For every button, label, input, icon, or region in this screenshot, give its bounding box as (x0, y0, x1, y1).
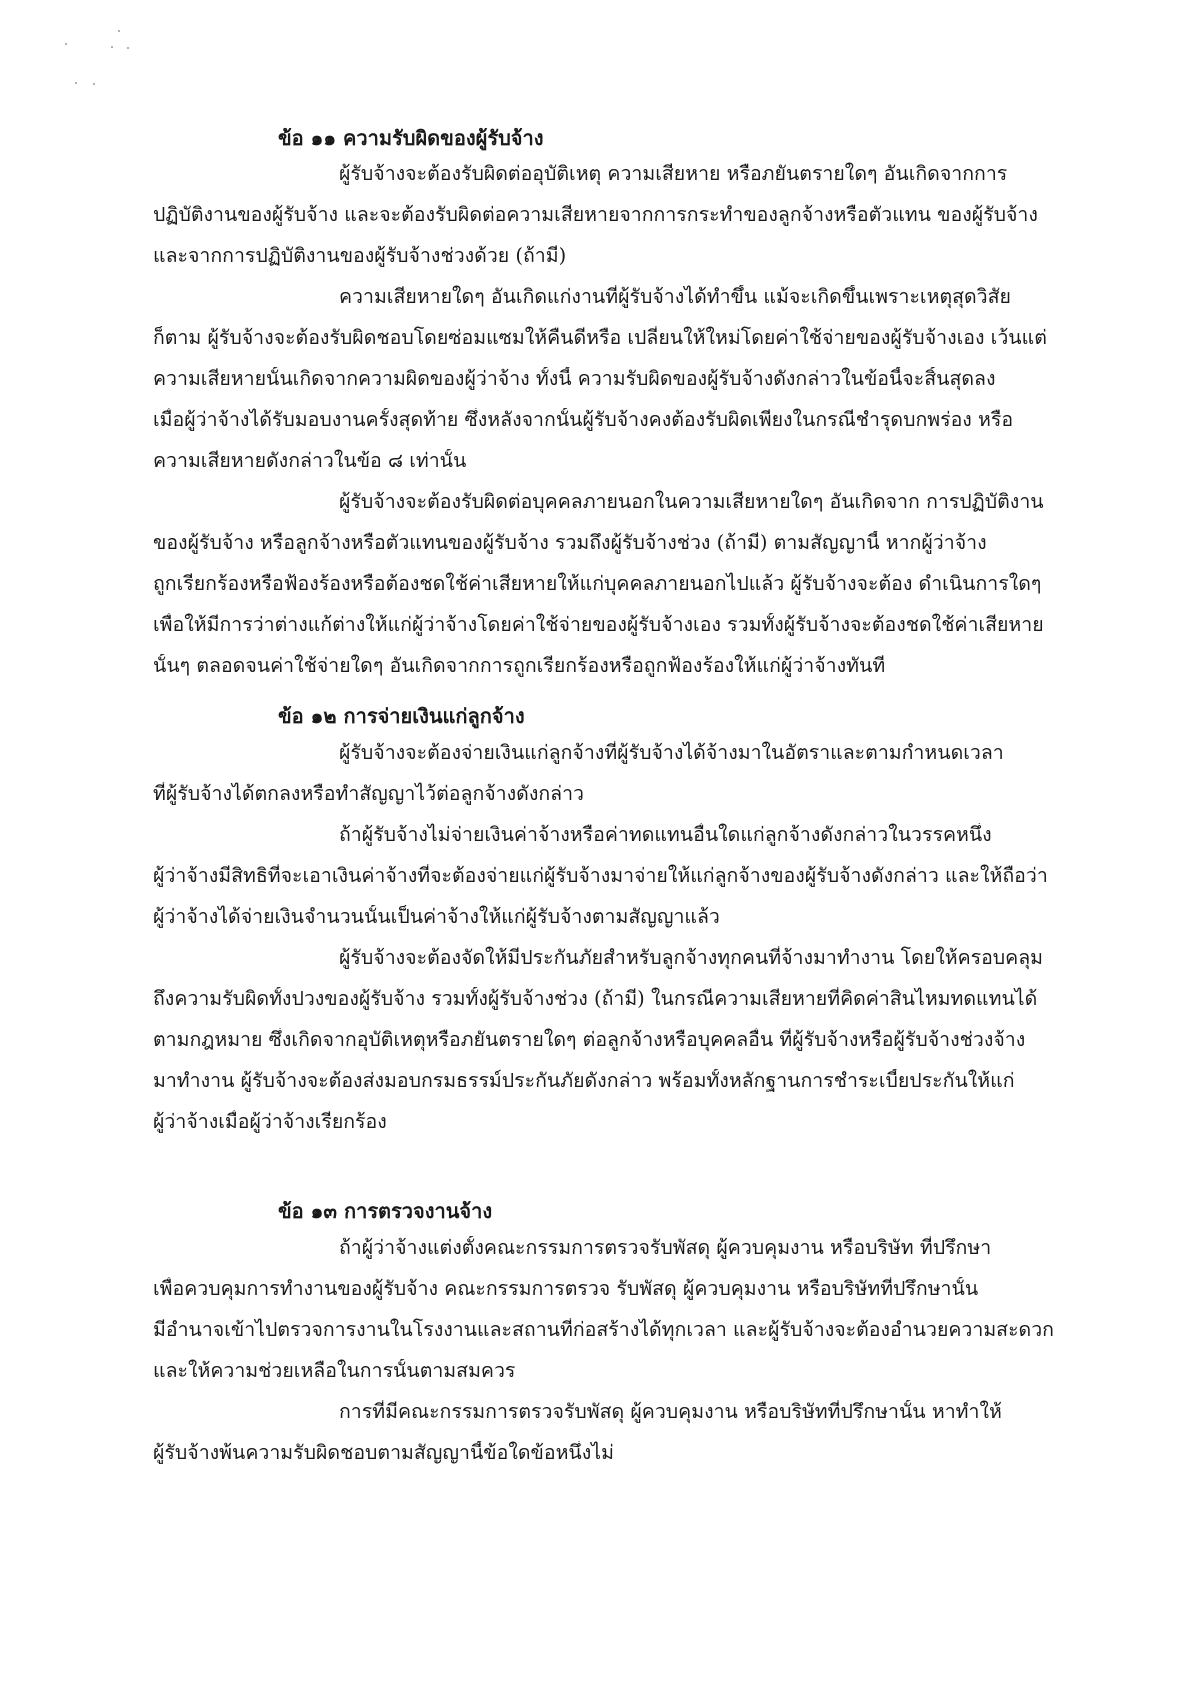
section-heading-13: ข้อ ๑๓ การตรวจงานจ้าง (278, 1199, 493, 1223)
paragraph-line: ผู้รับจ้างจะต้องรับผิดต่ออุบัติเหตุ ความเสียหาย หรือภยันตรายใดๆ อันเกิดจากการ (339, 162, 1008, 185)
paragraph-line: เพื่อให้มีการว่าต่างแก้ต่างให้แก่ผู้ว่าจ้างโดยค่าใช้จ่ายของผู้รับจ้างเอง รวมทั้งผู้รับจ้างจะต้องชดใช้ค่าเสียหาย (153, 613, 1044, 636)
paragraph-line: มาทำงาน ผู้รับจ้างจะต้องส่งมอบกรมธรรม์ประกันภัยดังกล่าว พร้อมทั้งหลักฐานการชำระเบี้ยประกันให้แก่ (153, 1069, 1015, 1092)
paragraph-line: ความเสียหายดังกล่าวในข้อ ๘ เท่านั้น (153, 449, 467, 472)
paragraph-line: ถ้าผู้รับจ้างไม่จ่ายเงินค่าจ้างหรือค่าทดแทนอื่นใดแก่ลูกจ้างดังกล่าวในวรรคหนึ่ง (339, 823, 992, 846)
paragraph (153, 1400, 1057, 1482)
paragraph-line: ผู้รับจ้างจะต้องรับผิดต่อบุคคลภายนอกในความเสียหายใดๆ อันเกิดจาก การปฏิบัติงาน (339, 490, 1044, 513)
paragraph (153, 285, 1057, 490)
paragraph-line: และให้ความช่วยเหลือในการนั้นตามสมควร (153, 1359, 516, 1382)
paragraph-line: ที่ผู้รับจ้างได้ตกลงหรือทำสัญญาไว้ต่อลูกจ้างดังกล่าว (153, 782, 584, 805)
paragraph-line: ผู้รับจ้างจะต้องจ่ายเงินแก่ลูกจ้างที่ผู้รับจ้างได้จ้างมาในอัตราและตามกำหนดเวลา (339, 741, 1004, 764)
paragraph (153, 946, 1057, 1151)
paragraph-line: ความเสียหายใดๆ อันเกิดแก่งานที่ผู้รับจ้างได้ทำขึ้น แม้จะเกิดขึ้นเพราะเหตุสุดวิสัย (339, 285, 1011, 308)
paragraph (153, 162, 1057, 285)
paragraph-line: การที่มีคณะกรรมการตรวจรับพัสดุ ผู้ควบคุมงาน หรือบริษัทที่ปรึกษานั้น หาทำให้ (339, 1400, 1002, 1423)
paragraph-line: ผู้รับจ้างจะต้องจัดให้มีประกันภัยสำหรับลูกจ้างทุกคนที่จ้างมาทำงาน โดยให้ครอบคลุม (339, 946, 1044, 969)
paragraph-line: และจากการปฏิบัติงานของผู้รับจ้างช่วงด้วย (ถ้ามี) (153, 244, 567, 267)
section-heading-11: ข้อ ๑๑ ความรับผิดของผู้รับจ้าง (278, 126, 544, 150)
paragraph-line: เพื่อควบคุมการทำงานของผู้รับจ้าง คณะกรรมการตรวจ รับพัสดุ ผู้ควบคุมงาน หรือบริษัทที่ปรึกษานั้น (153, 1277, 979, 1300)
paragraph-line: ผู้ว่าจ้างได้จ่ายเงินจำนวนนั้นเป็นค่าจ้างให้แก่ผู้รับจ้างตามสัญญาแล้ว (153, 905, 720, 928)
paragraph-line: ผู้ว่าจ้างเมื่อผู้ว่าจ้างเรียกร้อง (153, 1110, 387, 1133)
paragraph-line: ผู้ว่าจ้างมีสิทธิที่จะเอาเงินค่าจ้างที่จะต้องจ่ายแก่ผู้รับจ้างมาจ่ายให้แก่ลูกจ้างของผู้รับจ้างดังกล่าว และให้ถือว่า (153, 864, 1048, 887)
section-heading-12: ข้อ ๑๒ การจ่ายเงินแก่ลูกจ้าง (278, 704, 525, 728)
paragraph (153, 490, 1057, 695)
paragraph (153, 823, 1057, 946)
paragraph-line: ตามกฎหมาย ซึ่งเกิดจากอุบัติเหตุหรือภยันตรายใดๆ ต่อลูกจ้างหรือบุคคลอื่น ที่ผู้รับจ้างหรือผู้รับจ้างช่วงจ้าง (153, 1028, 1026, 1051)
paragraph-line: ปฏิบัติงานของผู้รับจ้าง และจะต้องรับผิดต่อความเสียหายจากการกระทำของลูกจ้างหรือตัวแทน ของผู้รับจ้าง (153, 203, 1038, 226)
paragraph-line: ผู้รับจ้างพ้นความรับผิดชอบตามสัญญานี้ข้อใดข้อหนึ่งไม่ (153, 1441, 614, 1464)
paragraph-line: ถึงความรับผิดทั้งปวงของผู้รับจ้าง รวมทั้งผู้รับจ้างช่วง (ถ้ามี) ในกรณีความเสียหายที่คิดค่าสินไหมทดแทนได้ (153, 987, 1038, 1010)
paragraph (153, 1236, 1057, 1400)
paragraph-line: ก็ตาม ผู้รับจ้างจะต้องรับผิดชอบโดยซ่อมแซมให้คืนดีหรือ เปลี่ยนให้ใหม่โดยค่าใช้จ่ายของผู้รับจ้างเอง เว้นแต่ (153, 326, 1047, 349)
paragraph-line: ความเสียหายนั้นเกิดจากความผิดของผู้ว่าจ้าง ทั้งนี้ ความรับผิดของผู้รับจ้างดังกล่าวในข้อนี้จะสิ้นสุดลง (153, 367, 996, 390)
paragraph (153, 741, 1057, 823)
paragraph-line: นั้นๆ ตลอดจนค่าใช้จ่ายใดๆ อันเกิดจากการถูกเรียกร้องหรือถูกฟ้องร้องให้แก่ผู้ว่าจ้างทันที (153, 654, 886, 677)
paragraph-line: ถ้าผู้ว่าจ้างแต่งตั้งคณะกรรมการตรวจรับพัสดุ ผู้ควบคุมงาน หรือบริษัท ที่ปรึกษา (339, 1236, 992, 1259)
paragraph-line: ถูกเรียกร้องหรือฟ้องร้องหรือต้องชดใช้ค่าเสียหายให้แก่บุคคลภายนอกไปแล้ว ผู้รับจ้างจะต้อง ดำเนินการใดๆ (153, 572, 1042, 595)
paragraph-line: มีอำนาจเข้าไปตรวจการงานในโรงงานและสถานที่ก่อสร้างได้ทุกเวลา และผู้รับจ้างจะต้องอำนวยความสะดวก (153, 1318, 1054, 1341)
paragraph-line: ของผู้รับจ้าง หรือลูกจ้างหรือตัวแทนของผู้รับจ้าง รวมถึงผู้รับจ้างช่วง (ถ้ามี) ตามสัญญานี้ หากผู้ว่าจ้าง (153, 531, 987, 554)
paragraph-line: เมื่อผู้ว่าจ้างได้รับมอบงานครั้งสุดท้าย ซึ่งหลังจากนั้นผู้รับจ้างคงต้องรับผิดเพียงในกรณีชำรุดบกพร่อง หรือ (153, 408, 1014, 431)
